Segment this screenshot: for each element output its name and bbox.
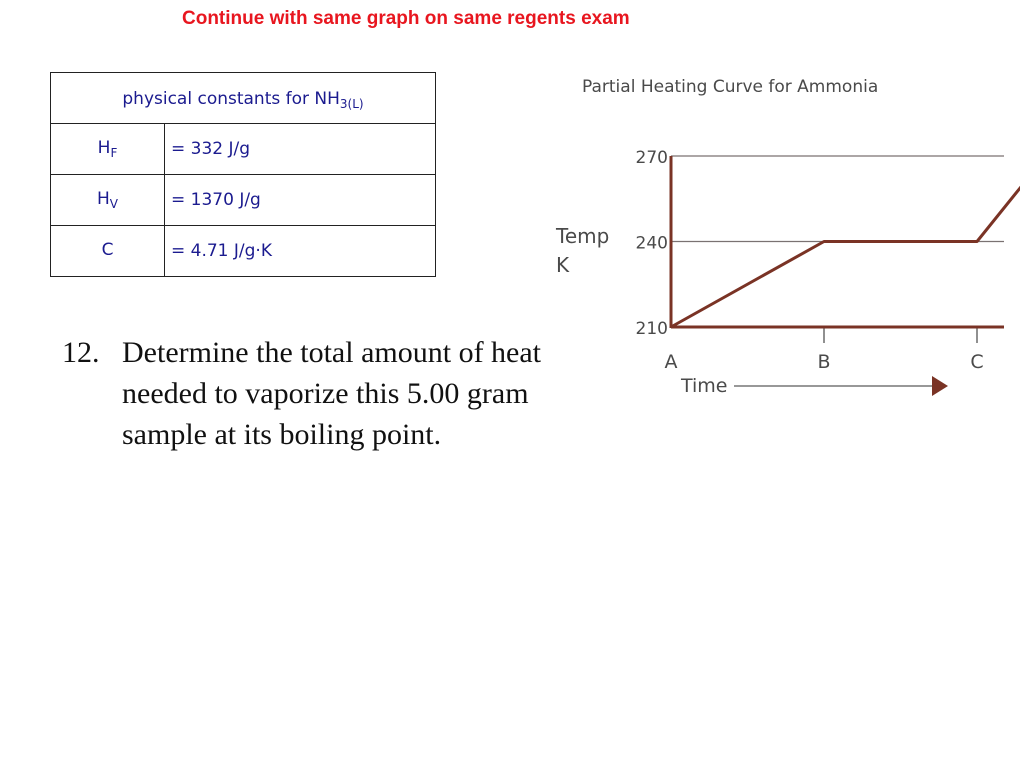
constant-value: = 1370 J/g	[165, 175, 436, 226]
constant-value: = 4.71 J/g·K	[165, 226, 436, 277]
constant-symbol: $H_F$	[51, 124, 165, 175]
x-tick-label: C	[970, 351, 984, 373]
y-tick-label: 210	[635, 319, 668, 339]
y-axis-label-line2: K	[556, 253, 570, 277]
chart-title: Partial Heating Curve for Ammonia	[582, 77, 879, 97]
constant-symbol: $H_V$	[51, 175, 165, 226]
table-row	[51, 124, 436, 175]
heating-curve-chart	[540, 60, 1020, 420]
table-row	[51, 175, 436, 226]
table-title	[51, 73, 436, 124]
question-text: Determine the total amount of heat needed to vaporize this 5.00 gram sample at its boiling point.	[122, 336, 542, 451]
table-title-subscript: 3(L)	[339, 97, 364, 111]
table-title-main: physical constants for NH	[122, 89, 340, 109]
page-header: Continue with same graph on same regents exam	[182, 8, 630, 29]
time-arrow-head	[932, 376, 948, 396]
physical-constants-table	[50, 72, 436, 277]
constant-value: = 332 J/g	[165, 124, 436, 175]
question-number: 12.	[62, 336, 100, 369]
x-tick-label: B	[817, 351, 831, 373]
y-tick-label: 270	[635, 148, 668, 168]
x-tick-label: A	[664, 351, 678, 373]
y-tick-label: 240	[635, 233, 668, 254]
y-axis-label-line1: Temp	[556, 224, 610, 248]
table-row	[51, 226, 436, 277]
x-axis-label: Time	[681, 375, 728, 397]
question-block	[62, 332, 542, 455]
constant-symbol: C	[51, 226, 165, 277]
